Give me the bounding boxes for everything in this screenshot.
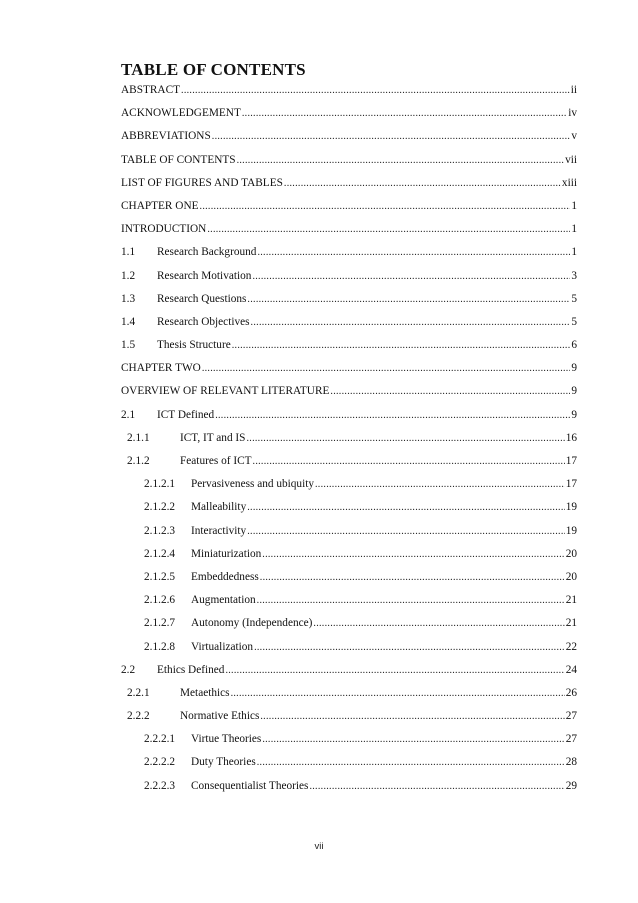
toc-entry-number: 1.5 xyxy=(121,339,136,352)
toc-entry-number: 2.1 xyxy=(121,408,136,421)
toc-dot-leader xyxy=(202,363,571,374)
toc-entry xyxy=(121,316,577,339)
toc-entry-number: 2.2.2.3 xyxy=(144,779,176,792)
toc-entry-number: 2.1.2.2 xyxy=(144,501,176,514)
toc-dot-leader xyxy=(257,595,565,606)
toc-entry-page: 17 xyxy=(565,478,577,491)
toc-entry xyxy=(121,223,577,246)
toc-dot-leader xyxy=(237,155,564,166)
toc-entry-text: Research Objectives xyxy=(157,315,250,328)
toc-entry-text: ACKNOWLEDGEMENT xyxy=(121,107,241,120)
toc-entry-number: 2.1.2.5 xyxy=(144,570,176,583)
toc-entry-page: v xyxy=(571,130,577,143)
toc-entry-page: 9 xyxy=(571,408,577,421)
toc-entry-text: Features of ICT xyxy=(180,455,252,467)
toc-entry-text: Thesis Structure xyxy=(157,339,231,352)
toc-entry-text: TABLE OF CONTENTS xyxy=(121,153,236,166)
toc-entry-text: Pervasiveness and ubiquity xyxy=(191,478,314,491)
toc-entry xyxy=(121,154,577,177)
toc-entry-text: Normative Ethics xyxy=(180,710,260,723)
toc-entry-text: Consequentialist Theories xyxy=(191,779,309,792)
toc-entry-text: Augmentation xyxy=(191,594,256,607)
toc-entry-page: 1 xyxy=(571,246,577,259)
toc-entry-page: 9 xyxy=(571,385,577,398)
toc-dot-leader xyxy=(232,340,571,351)
toc-entry xyxy=(121,641,577,664)
toc-entry-text: Malleability xyxy=(191,501,247,514)
toc-entry-text: Research Background xyxy=(157,246,257,259)
toc-entry-text: OVERVIEW OF RELEVANT LITERATURE xyxy=(121,385,330,398)
toc-entry-page: ii xyxy=(570,84,577,96)
toc-dot-leader xyxy=(284,178,561,189)
toc-entry-page: 3 xyxy=(571,269,577,282)
toc-entry xyxy=(121,617,577,640)
toc-dot-leader xyxy=(253,456,565,467)
toc-entry-number: 1.3 xyxy=(121,292,136,305)
toc-entry-page: 16 xyxy=(565,431,577,444)
toc-entry-text: CHAPTER TWO xyxy=(121,362,201,375)
toc-entry xyxy=(121,246,577,269)
toc-entry-number: 2.2.1 xyxy=(127,686,150,699)
toc-entry-text: Duty Theories xyxy=(191,756,256,769)
toc-entry-number: 2.1.2.8 xyxy=(144,640,176,653)
toc-entry-text: LIST OF FIGURES AND TABLES xyxy=(121,176,283,189)
toc-entry-number: 2.1.1 xyxy=(127,431,150,444)
toc-entry-page: 24 xyxy=(565,663,577,676)
toc-entry-text: Research Questions xyxy=(157,292,247,305)
toc-entry xyxy=(121,780,577,803)
toc-entry-text: ICT, IT and IS xyxy=(180,431,246,444)
toc-entry-text: ABBREVIATIONS xyxy=(121,130,211,143)
toc-entry xyxy=(121,664,577,687)
toc-dot-leader xyxy=(260,711,564,722)
toc-entry-page: 27 xyxy=(565,733,577,746)
toc-entry-text: CHAPTER ONE xyxy=(121,199,199,212)
toc-dot-leader xyxy=(254,642,565,653)
toc-entry-page: 9 xyxy=(571,362,577,375)
toc-entry-text: Research Motivation xyxy=(157,269,252,282)
toc-entry-number: 2.1.2.4 xyxy=(144,547,176,560)
toc-dot-leader xyxy=(257,757,565,768)
toc-entry-page: 1 xyxy=(571,223,577,236)
toc-entry xyxy=(121,270,577,293)
toc-entry-text: Autonomy (Independence) xyxy=(191,617,313,630)
toc-entry-text: Ethics Defined xyxy=(157,663,225,676)
toc-entry-number: 1.2 xyxy=(121,269,136,282)
toc-entry-number: 2.1.2.6 xyxy=(144,594,176,607)
toc-entry-page: 17 xyxy=(565,455,577,467)
toc-dot-leader xyxy=(315,479,565,490)
toc-entry-number: 1.4 xyxy=(121,315,136,328)
toc-entry xyxy=(121,362,577,385)
toc-dot-leader xyxy=(260,572,565,583)
toc-entry-page: 5 xyxy=(571,292,577,305)
toc-dot-leader xyxy=(242,108,567,119)
toc-entry xyxy=(121,501,577,524)
toc-entry xyxy=(121,455,577,478)
toc-entry-text: Virtualization xyxy=(191,640,254,653)
toc-entry-page: 27 xyxy=(565,710,577,723)
toc-entry-number: 2.1.2 xyxy=(127,455,150,467)
toc-entry-text: Virtue Theories xyxy=(191,733,262,746)
toc-entry-number: 2.1.2.7 xyxy=(144,617,176,630)
toc-entry-number: 1.1 xyxy=(121,246,136,259)
toc-dot-leader xyxy=(313,618,564,629)
toc-entry xyxy=(121,293,577,316)
toc-dot-leader xyxy=(247,502,564,513)
toc-dot-leader xyxy=(181,85,570,96)
toc-dot-leader xyxy=(252,271,570,282)
toc-entry-number: 2.2.2.2 xyxy=(144,756,176,769)
toc-dot-leader xyxy=(251,317,571,328)
toc-entry xyxy=(121,478,577,501)
toc-entry-page: 22 xyxy=(565,640,577,653)
toc-entry-page: 29 xyxy=(565,779,577,792)
toc-dot-leader xyxy=(212,131,571,142)
toc-entry-text: INTRODUCTION xyxy=(121,223,207,236)
toc-entry xyxy=(121,525,577,548)
toc-entry xyxy=(121,385,577,408)
toc-list xyxy=(121,84,577,803)
toc-dot-leader xyxy=(262,549,564,560)
toc-entry-page: 19 xyxy=(565,501,577,514)
toc-dot-leader xyxy=(247,294,570,305)
toc-dot-leader xyxy=(231,688,565,699)
toc-dot-leader xyxy=(247,526,564,537)
toc-entry-number: 2.2.2 xyxy=(127,710,150,723)
toc-entry-page: 6 xyxy=(571,339,577,352)
toc-entry-page: vii xyxy=(565,153,577,166)
toc-entry xyxy=(121,84,577,107)
toc-dot-leader xyxy=(215,410,570,421)
toc-entry xyxy=(121,594,577,617)
toc-dot-leader xyxy=(200,201,571,212)
toc-dot-leader xyxy=(246,433,564,444)
toc-entry xyxy=(121,339,577,362)
toc-entry-text: ABSTRACT xyxy=(121,84,181,96)
toc-entry-number: 2.1.2.1 xyxy=(144,478,176,491)
toc-dot-leader xyxy=(309,781,564,792)
toc-entry-page: iv xyxy=(568,107,577,120)
toc-entry-page: 26 xyxy=(565,686,577,699)
toc-entry-text: Interactivity xyxy=(191,524,247,537)
toc-entry-number: 2.2.2.1 xyxy=(144,733,176,746)
toc-entry xyxy=(121,571,577,594)
toc-entry xyxy=(121,756,577,779)
toc-entry-page: xiii xyxy=(561,176,577,189)
toc-entry-page: 21 xyxy=(565,617,577,630)
toc-entry xyxy=(121,687,577,710)
toc-entry xyxy=(121,409,577,432)
toc-entry-number: 2.2 xyxy=(121,663,136,676)
page-title: TABLE OF CONTENTS xyxy=(121,60,306,79)
toc-entry-page: 1 xyxy=(571,199,577,212)
toc-entry-text: Miniaturization xyxy=(191,547,262,560)
toc-entry-page: 5 xyxy=(571,315,577,328)
toc-entry xyxy=(121,177,577,200)
toc-entry xyxy=(121,130,577,153)
toc-entry-page: 20 xyxy=(565,570,577,583)
toc-entry xyxy=(121,200,577,223)
toc-entry-text: ICT Defined xyxy=(157,408,215,421)
toc-entry xyxy=(121,107,577,130)
toc-entry-page: 28 xyxy=(565,756,577,769)
toc-entry xyxy=(121,432,577,455)
toc-dot-leader xyxy=(330,386,570,397)
toc-entry-text: Metaethics xyxy=(180,686,230,699)
toc-entry-text: Embeddedness xyxy=(191,570,259,583)
toc-entry-page: 21 xyxy=(565,594,577,607)
toc-entry-page: 19 xyxy=(565,524,577,537)
toc-entry xyxy=(121,548,577,571)
toc-dot-leader xyxy=(257,247,570,258)
toc-entry xyxy=(121,710,577,733)
toc-dot-leader xyxy=(207,224,570,235)
toc-entry-page: 20 xyxy=(565,547,577,560)
page-number: vii xyxy=(314,841,324,852)
toc-entry-number: 2.1.2.3 xyxy=(144,524,176,537)
toc-entry xyxy=(121,733,577,756)
toc-dot-leader xyxy=(225,665,564,676)
toc-dot-leader xyxy=(262,734,564,745)
